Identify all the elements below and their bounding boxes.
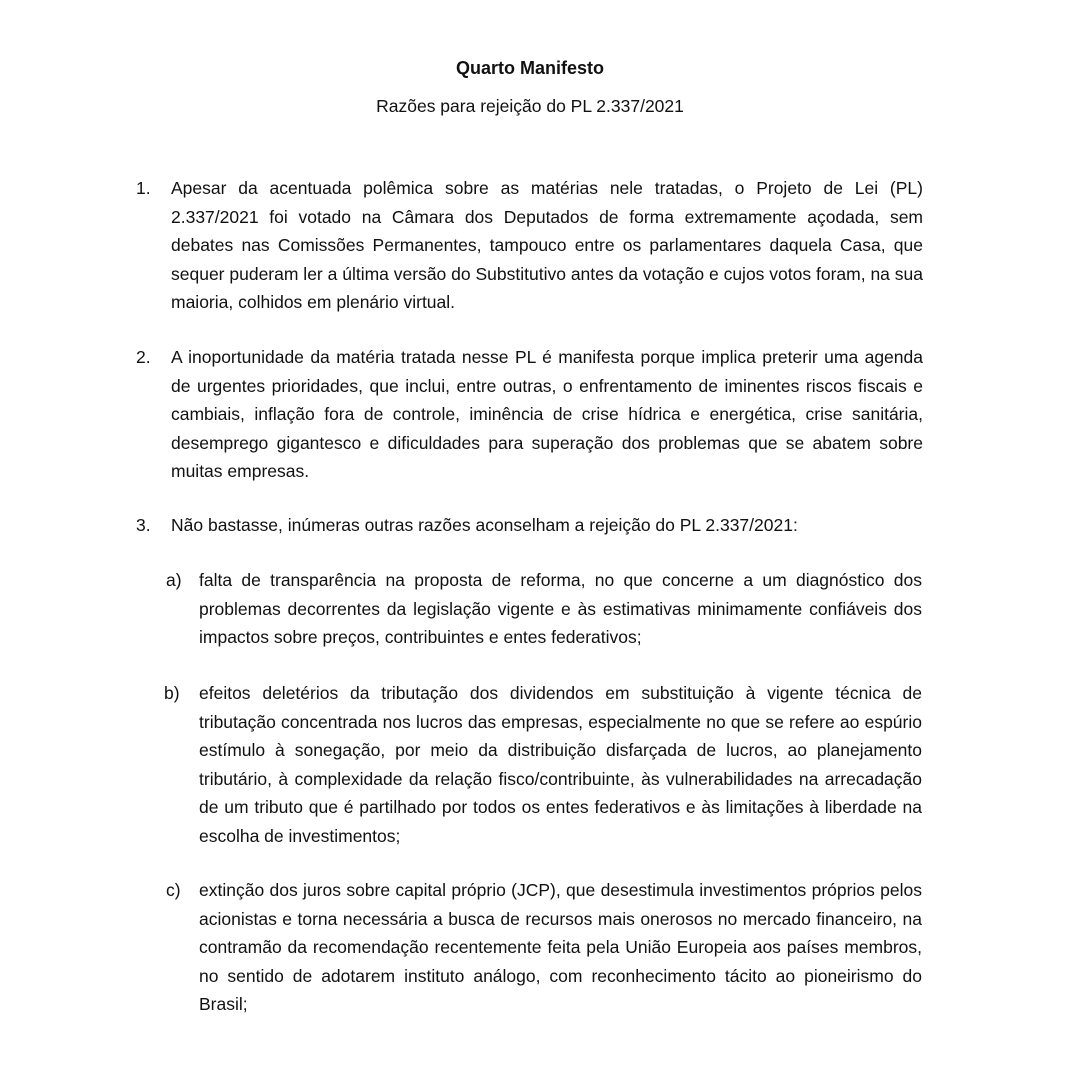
list-item-1 [171,174,923,317]
document-subtitle: Razões para rejeição do PL 2.337/2021 [376,96,684,116]
list-item-3-text: Não bastasse, inúmeras outras razões aconselham a rejeição do PL 2.337/2021: [171,515,798,535]
sublist-item-b-text: efeitos deletérios da tributação dos dividendos em substituição à vigente técnica de tributação concentrada nos lucros das empresas, especialmente no que se refere ao espúrio estímulo à sonegação, por meio da distribuição disfarçada de lucros, ao planejamento tributário, à complexidade da relação fisco/contribuinte, às vulnerabilidades na arrecadação de um tributo que é partilhado por todos os entes federativos e às limitações à liberdade na escolha de investimentos; [199,683,922,846]
sublist-item-a-text: falta de transparência na proposta de reforma, no que concerne a um diagnóstico dos problemas decorrentes da legislação vigente e às estimativas minimamente confiáveis dos impactos sobre preços, contribuintes e entes federativos; [199,570,922,648]
list-item-1-text: Apesar da acentuada polêmica sobre as matérias nele tratadas, o Projeto de Lei (PL) 2.337/2021 foi votado na Câmara dos Deputados de forma extremamente açodada, sem debates nas Comissões Permanentes, tampouco entre os parlamentares daquela Casa, que sequer puderam ler a última versão do Substitutivo antes da votação e cujos votos foram, na sua maioria, colhidos em plenário virtual. [171,178,923,313]
sublist-item-marker-a: a) [166,570,182,590]
sublist-item-marker-c: c) [166,880,181,900]
list-item-3 [171,511,923,540]
sublist-item-b [199,679,922,851]
document-title: Quarto Manifesto [455,58,604,78]
sublist-item-c [199,876,922,1019]
sublist-item-marker-b: b) [164,683,180,703]
list-item-2 [171,343,923,486]
sublist-item-c-text: extinção dos juros sobre capital próprio (JCP), que desestimula investimentos próprios pelos acionistas e torna necessária a busca de recursos mais onerosos no mercado financeiro, na contramão da recomendação recentemente feita pela União Europeia aos países membros, no sentido de adotarem instituto análogo, com reconhecimento tácito ao pioneirismo do Brasil; [199,880,922,1015]
list-item-marker-1: 1. [136,178,151,198]
sublist-item-a [199,566,922,652]
list-item-2-text: A inoportunidade da matéria tratada nesse PL é manifesta porque implica preterir uma agenda de urgentes prioridades, que inclui, entre outras, o enfrentamento de iminentes riscos fiscais e cambiais, inflação fora de controle, iminência de crise hídrica e energética, crise sanitária, desemprego gigantesco e dificuldades para superação dos problemas que se abatem sobre muitas empresas. [171,347,923,482]
list-item-marker-3: 3. [136,515,151,535]
list-item-marker-2: 2. [136,347,151,367]
